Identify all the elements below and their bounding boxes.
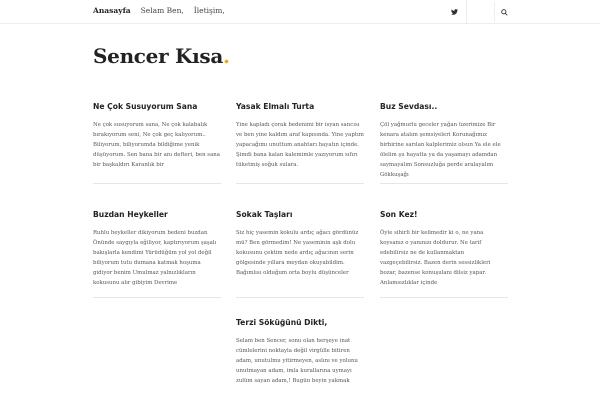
post-card: [236, 210, 364, 278]
post-card: [93, 102, 221, 170]
post-excerpt: Öyle sihirli bir kelimedir ki o, ne yana koysanız o yanınızı doldurur. Ne tarif edebilirsiz ne de kullanmaktan vazgeçebilirsiz. Bazen derin sessizlikleri bozar, bazense konuşulanı dilsiz yapar. Anlamsızlıklar içinde: [380, 230, 491, 286]
post-divider: [380, 183, 508, 184]
search-icon: [501, 9, 508, 16]
twitter-button[interactable]: [444, 2, 464, 22]
site-title-text: Sencer Kısa: [93, 44, 224, 68]
nav-divider: [466, 0, 467, 24]
site-title-dot: .: [223, 44, 230, 68]
post-title[interactable]: Terzi Söküğünü Dikti,: [236, 318, 328, 327]
post-title[interactable]: Son Kez!: [380, 210, 418, 219]
post-card: [236, 318, 364, 386]
post-card: [93, 210, 221, 288]
nav-item-home[interactable]: Anasayfa: [93, 6, 131, 15]
nav-item-about[interactable]: Selam Ben,: [140, 6, 184, 15]
main-menu: [93, 6, 225, 15]
post-title[interactable]: Ne Çok Susuyorum Sana: [93, 102, 198, 111]
post-divider: [236, 183, 364, 184]
post-excerpt: Ruhlu heykeller dikiyorum bedeni buzdan Önünde saygıyla eğiliyor, kaptırıyorum şaşalı bakışlarla kendimi Yürüdüğüm yol yol değil biliyorum tutu dumana katmak hoşuma gidiyor benim Umulmaz yalnızlıkların kokusunu alır gibiyim Devrime: [93, 230, 217, 286]
post-title[interactable]: Buzdan Heykeller: [93, 210, 168, 219]
post-excerpt: Çöl yağmurlu geceler yağan üzerimize Bir kenara atalım şemsiyeleri Korunağımız birbirine sarılan kalplerimiz olsun Ya ele ele ölelim şu hayatta ya da yaşamayı adamdan saymayalım Sonsuzluğa perde aralayalım Gökkuşağı: [380, 122, 501, 178]
post-divider: [236, 297, 364, 298]
post-title[interactable]: Yasak Elmalı Turta: [236, 102, 315, 111]
search-button[interactable]: [494, 2, 514, 22]
post-divider: [380, 297, 508, 298]
post-excerpt: Ne çok susuyorum sana, Ne çok kalabalık bırakıyorum seni, Ne çok geç kalıyorum.. Biliyorum, biliyorumda bildiğime yenik düşüyorum. Sen bana bir anı defteri, ben sana bir başkaldırı Karanlık bir: [93, 122, 220, 168]
post-card: [380, 102, 508, 180]
nav-item-contact[interactable]: İletişim,: [193, 6, 225, 15]
post-title[interactable]: Buz Sevdası..: [380, 102, 438, 111]
twitter-icon: [451, 9, 458, 15]
post-excerpt: Yine kapladı çorak bedenimi bir isyan sancısı ve ben yine kaldım araf kapısında. Yine yaptım yapacağımı unuttum anahtarı hayatın içinde. Şimdi bana kalan kalemimle yazıyorum sıfırı tüketmiş soğuk sulara.: [236, 122, 364, 168]
post-title[interactable]: Sokak Taşları: [236, 210, 293, 219]
post-card: [380, 210, 508, 288]
post-card: [236, 102, 364, 170]
post-divider: [93, 183, 221, 184]
site-title[interactable]: [93, 44, 230, 68]
post-divider: [93, 297, 221, 298]
top-navigation-bar: [0, 0, 600, 24]
post-excerpt: Selam ben Sencer, sonu olan herşeye inat cümlelerini noktayla değil virgülle bitiren adam, unutulmu yitirmeyen, aslını ve yolunu unutmayan adam, imla kurallarına uymayı zulüm sayan adam,! Bugün beyin yakmak: [236, 338, 358, 384]
post-excerpt: Siz hiç yasemin kokulu ardıç ağacı gördünüz mü? Ben görmedim! Ne yaseminin aşk dolu kokusunu çektim nede ardıç ağacının serin gölgesinde yıllara meydan okuyabildim. Bağımlısı olduğum orta boylu düşünceler: [236, 230, 359, 276]
